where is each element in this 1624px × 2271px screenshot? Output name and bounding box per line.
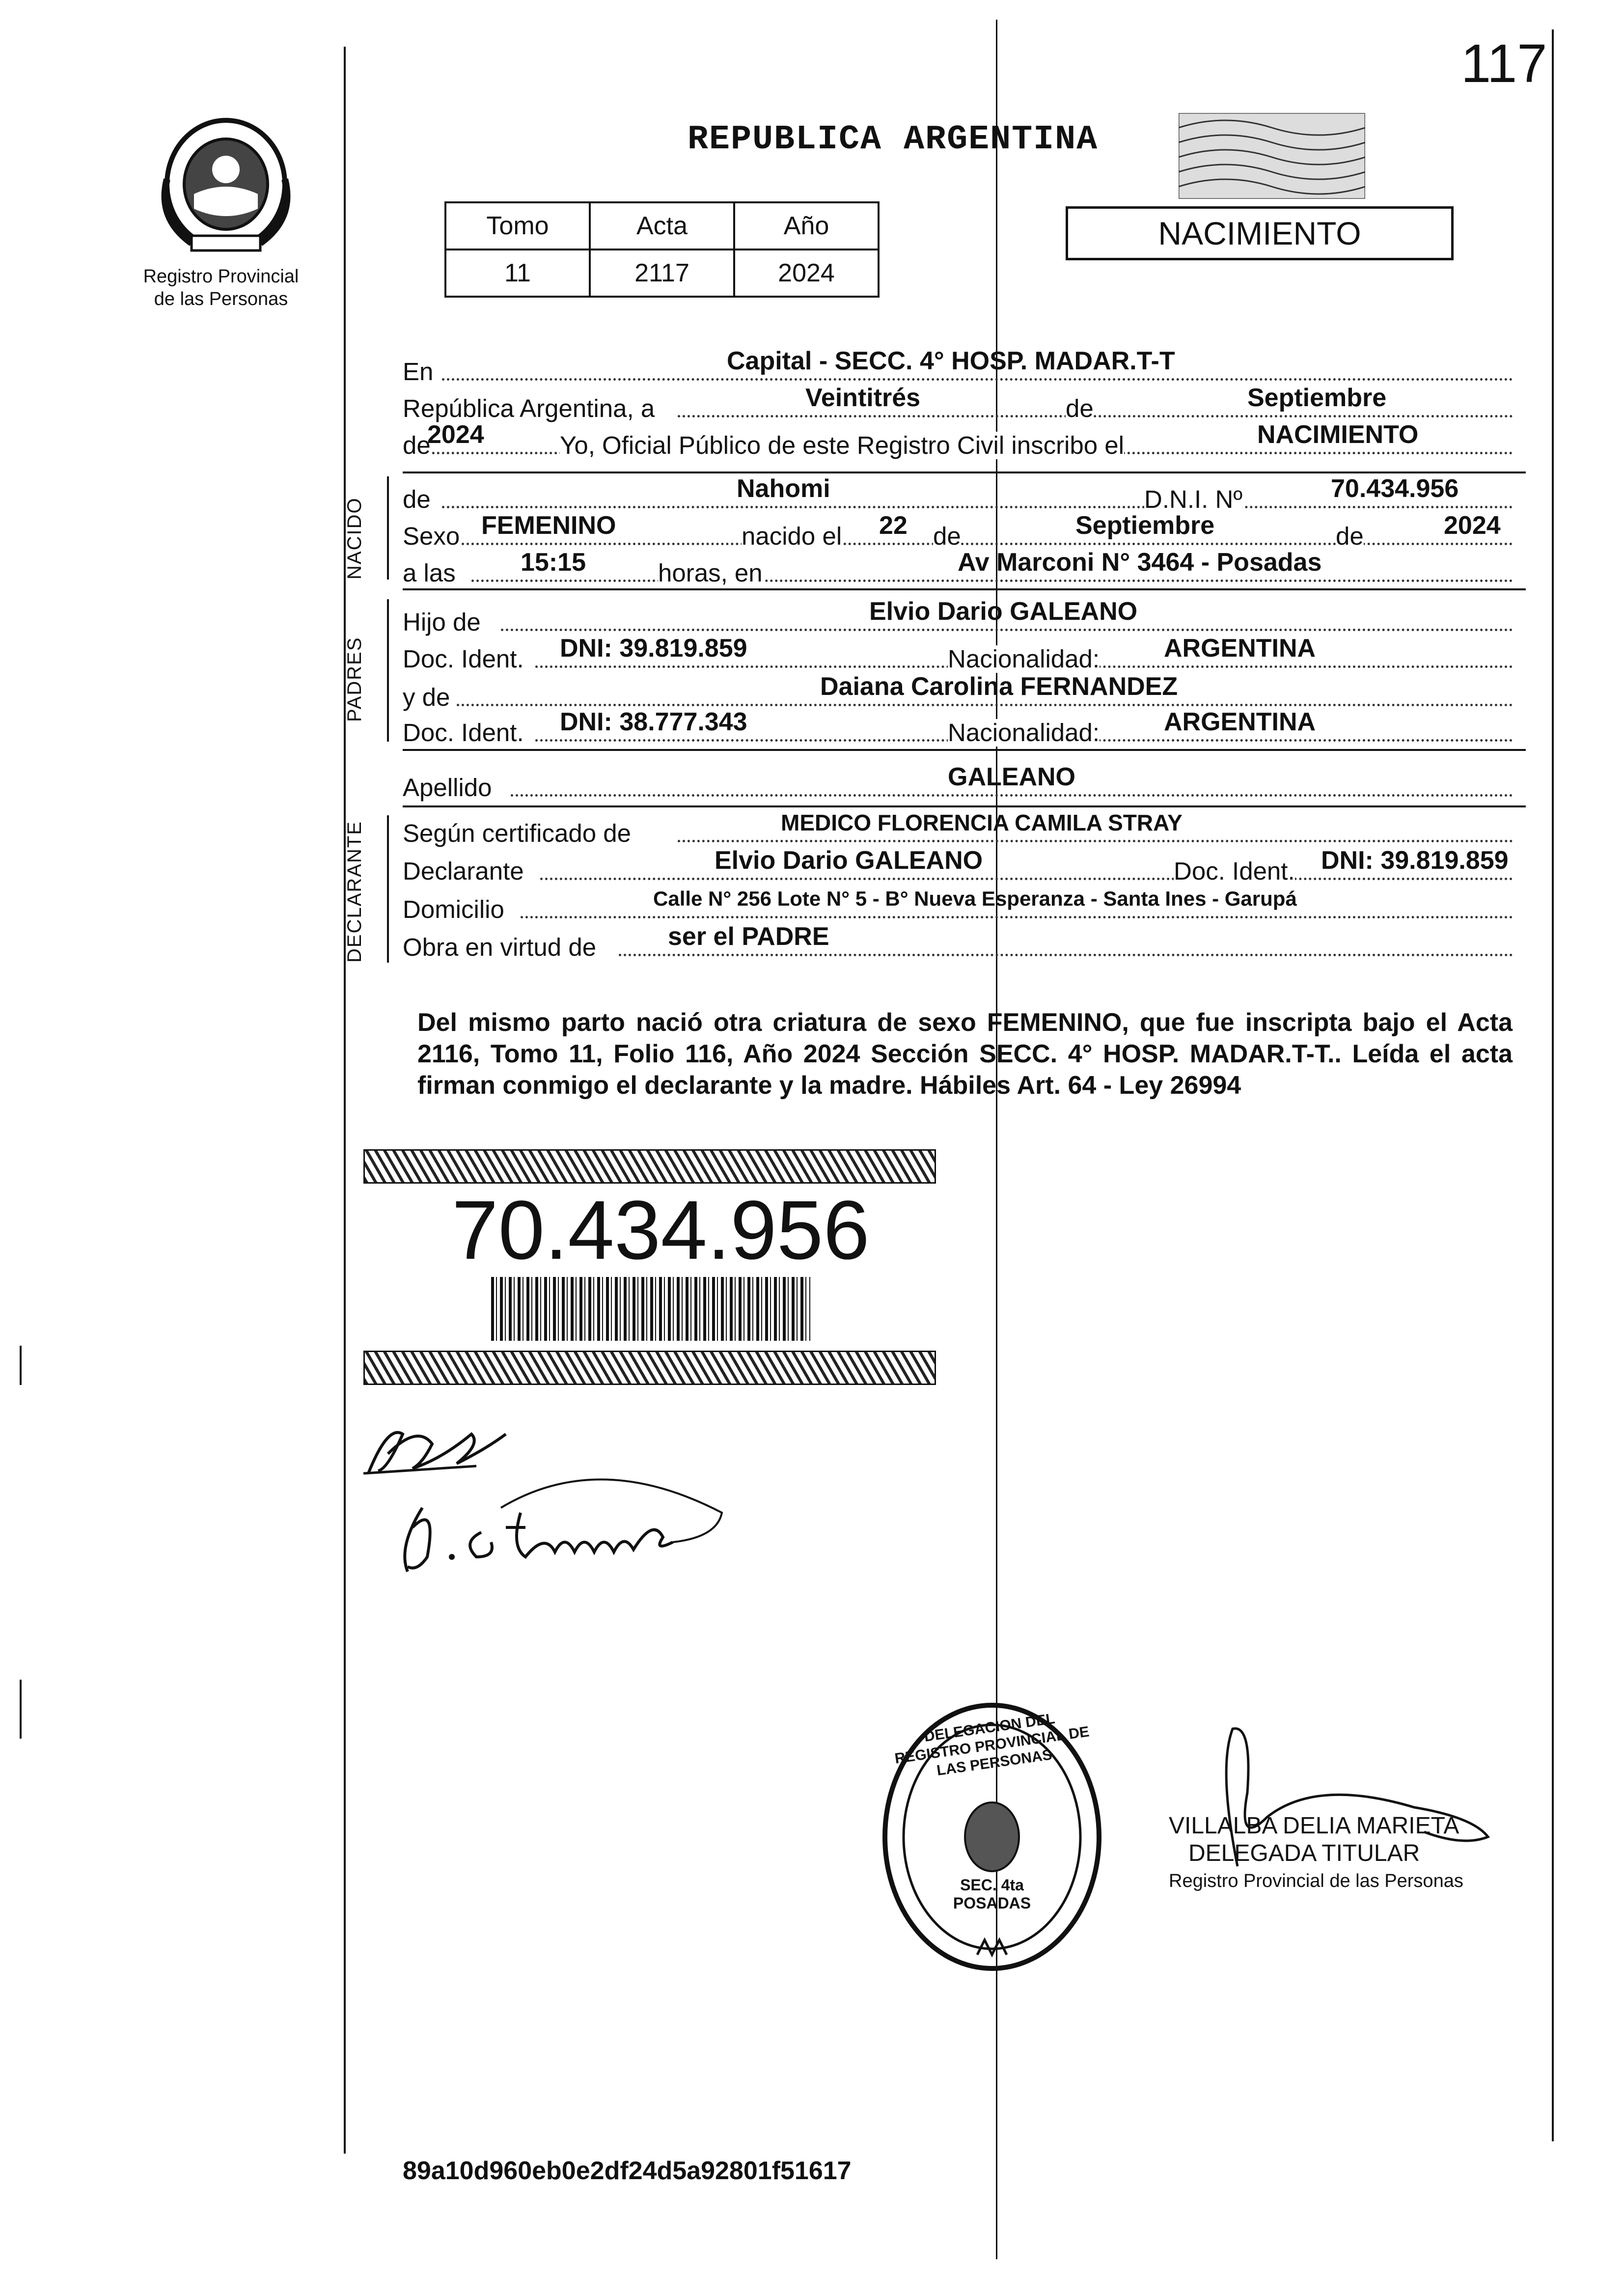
certificado-value: MEDICO FLORENCIA CAMILA STRAY bbox=[781, 810, 1183, 835]
seal-outer-text: DELEGACION DEL REGISTRO PROVINCIAL DE LAS PERSONAS bbox=[893, 1710, 1091, 1779]
child-dni: 70.434.956 bbox=[1331, 474, 1459, 503]
record-value-acta: 2117 bbox=[590, 249, 734, 297]
nacido-el-label: nacido el bbox=[742, 522, 842, 550]
apellido-value: GALEANO bbox=[948, 763, 1075, 791]
de-label: de bbox=[1066, 394, 1094, 422]
record-table bbox=[444, 201, 880, 298]
record-value-ano: 2024 bbox=[734, 249, 879, 297]
birth-year: 2024 bbox=[1444, 511, 1501, 540]
de-label-2: de bbox=[933, 522, 961, 550]
form-line-mother-doc bbox=[403, 708, 1513, 747]
child-name: Nahomi bbox=[737, 474, 830, 503]
obra-value: ser el PADRE bbox=[668, 922, 829, 951]
birth-place: Av Marconi N° 3464 - Posadas bbox=[958, 548, 1322, 577]
fiscal-stamp-pattern bbox=[1179, 113, 1365, 199]
apellido-label: Apellido bbox=[403, 774, 492, 802]
en-value: Capital - SECC. 4° HOSP. MADAR.T-T bbox=[727, 347, 1175, 375]
mother-doc-label: Doc. Ident. bbox=[403, 719, 524, 747]
section-rule bbox=[403, 805, 1526, 807]
form-line-declarante bbox=[403, 846, 1513, 885]
page-number: 117 bbox=[1461, 33, 1547, 94]
domicilio-label: Domicilio bbox=[403, 895, 504, 923]
form-line-father-doc bbox=[403, 634, 1513, 673]
sticker-band-top bbox=[363, 1149, 936, 1184]
birth-day: 22 bbox=[879, 511, 908, 540]
logo-caption bbox=[118, 265, 324, 310]
day-words: Veintitrés bbox=[805, 384, 921, 412]
document-hash: 89a10d960eb0e2df24d5a92801f51617 bbox=[403, 2157, 852, 2185]
logo-caption-line2: de las Personas bbox=[154, 289, 288, 309]
form-line-obra bbox=[403, 922, 1513, 961]
record-header-tomo: Tomo bbox=[445, 202, 590, 249]
form-line-domicilio bbox=[403, 889, 1513, 923]
edge-mark bbox=[20, 1680, 22, 1739]
right-margin-line bbox=[1552, 29, 1554, 2141]
birth-month: Septiembre bbox=[1075, 511, 1215, 540]
section-bar bbox=[387, 599, 389, 742]
form-line-certificado bbox=[403, 810, 1513, 847]
sexo-value: FEMENINO bbox=[481, 511, 616, 540]
section-label-nacido: NACIDO bbox=[344, 497, 365, 580]
father-nationality: ARGENTINA bbox=[1164, 634, 1316, 663]
nacido-de-label: de bbox=[403, 485, 431, 513]
father-name: Elvio Dario GALEANO bbox=[869, 597, 1138, 626]
form-line-time-place bbox=[403, 548, 1513, 587]
section-bar bbox=[387, 476, 389, 580]
de2-label: de bbox=[403, 431, 431, 459]
mother-nationality: ARGENTINA bbox=[1164, 708, 1316, 736]
seal-inner-text: SEC. 4ta POSADAS bbox=[953, 1876, 1031, 1912]
form-line-date bbox=[403, 384, 1513, 422]
month: Septiembre bbox=[1247, 384, 1387, 412]
section-rule bbox=[403, 749, 1526, 751]
form-line-en bbox=[403, 347, 1513, 386]
form-line-sexo bbox=[403, 511, 1513, 550]
record-value-tomo: 11 bbox=[445, 249, 590, 297]
republica-label: República Argentina, a bbox=[403, 394, 655, 422]
section-label-padres: PADRES bbox=[344, 637, 365, 722]
certificado-label: Según certificado de bbox=[403, 819, 631, 847]
section-label-declarante: DECLARANTE bbox=[344, 821, 365, 963]
notes-paragraph: Del mismo parto nació otra criatura de sexo FEMENINO, que fue inscripta bajo el Acta 2116, Tomo 11, Folio 116, Año 2024 Sección SECC. 4° HOSP. MADAR.T-T.. Leída el acta firman conmigo el declarante y la madre. Hábiles Art. 64 - Ley 26994 bbox=[417, 1008, 1513, 1100]
record-header-ano: Año bbox=[734, 202, 879, 249]
y-de-label: y de bbox=[403, 683, 450, 711]
declarante-name: Elvio Dario GALEANO bbox=[715, 846, 983, 875]
dni-label: D.N.I. Nº bbox=[1144, 485, 1242, 513]
en-label: En bbox=[403, 358, 434, 386]
left-margin-line bbox=[344, 47, 346, 2154]
section-rule bbox=[403, 471, 1526, 473]
father-doc-label: Doc. Ident. bbox=[403, 645, 524, 673]
official-office: Registro Provincial de las Personas bbox=[1169, 1871, 1463, 1891]
a-las-label: a las bbox=[403, 559, 456, 587]
hijo-de-label: Hijo de bbox=[403, 608, 481, 636]
declarante-doc: DNI: 39.819.859 bbox=[1321, 846, 1509, 875]
sticker-band-bottom bbox=[363, 1351, 936, 1385]
mother-name: Daiana Carolina FERNANDEZ bbox=[820, 672, 1178, 701]
section-bar bbox=[387, 815, 389, 963]
form-line-father bbox=[403, 597, 1513, 636]
dni-barcode bbox=[491, 1277, 810, 1341]
sexo-label: Sexo bbox=[403, 522, 460, 550]
form-line-mother bbox=[403, 672, 1513, 711]
father-doc: DNI: 39.819.859 bbox=[560, 634, 747, 663]
form-line-name bbox=[403, 474, 1513, 513]
document-title: REPUBLICA ARGENTINA bbox=[688, 120, 1099, 159]
year: 2024 bbox=[427, 420, 484, 449]
birth-time: 15:15 bbox=[521, 548, 586, 577]
mother-doc: DNI: 38.777.343 bbox=[560, 708, 747, 736]
dni-sticker-number: 70.434.956 bbox=[452, 1184, 870, 1277]
official-stamp bbox=[1169, 1812, 1463, 1895]
declarante-doc-label: Doc. Ident. bbox=[1174, 857, 1295, 885]
de-label-3: de bbox=[1336, 522, 1364, 550]
form-line-year bbox=[403, 420, 1513, 459]
obra-label: Obra en virtud de bbox=[403, 933, 597, 961]
misiones-coat-of-arms-logo bbox=[147, 111, 304, 258]
logo-caption-line1: Registro Provincial bbox=[143, 266, 299, 287]
father-nationality-label: Nacionalidad: bbox=[948, 645, 1100, 673]
record-header-acta: Acta bbox=[590, 202, 734, 249]
official-name: VILLALBA DELIA MARIETA bbox=[1169, 1813, 1459, 1839]
inscribo-value: NACIMIENTO bbox=[1257, 420, 1419, 449]
mother-signature bbox=[378, 1459, 732, 1586]
horas-label: horas, en bbox=[658, 559, 763, 587]
domicilio-value: Calle N° 256 Lote N° 5 - B° Nueva Esperanza - Santa Ines - Garupá bbox=[653, 887, 1297, 910]
official-role: DELEGADA TITULAR bbox=[1188, 1840, 1420, 1866]
record-type-box: NACIMIENTO bbox=[1066, 206, 1454, 260]
section-rule bbox=[403, 588, 1526, 590]
oficial-text: Yo, Oficial Público de este Registro Civil inscribo el bbox=[560, 431, 1124, 459]
form-line-apellido bbox=[403, 763, 1513, 802]
declarante-label: Declarante bbox=[403, 857, 524, 885]
mother-nationality-label: Nacionalidad: bbox=[948, 719, 1100, 747]
edge-mark bbox=[20, 1346, 22, 1385]
